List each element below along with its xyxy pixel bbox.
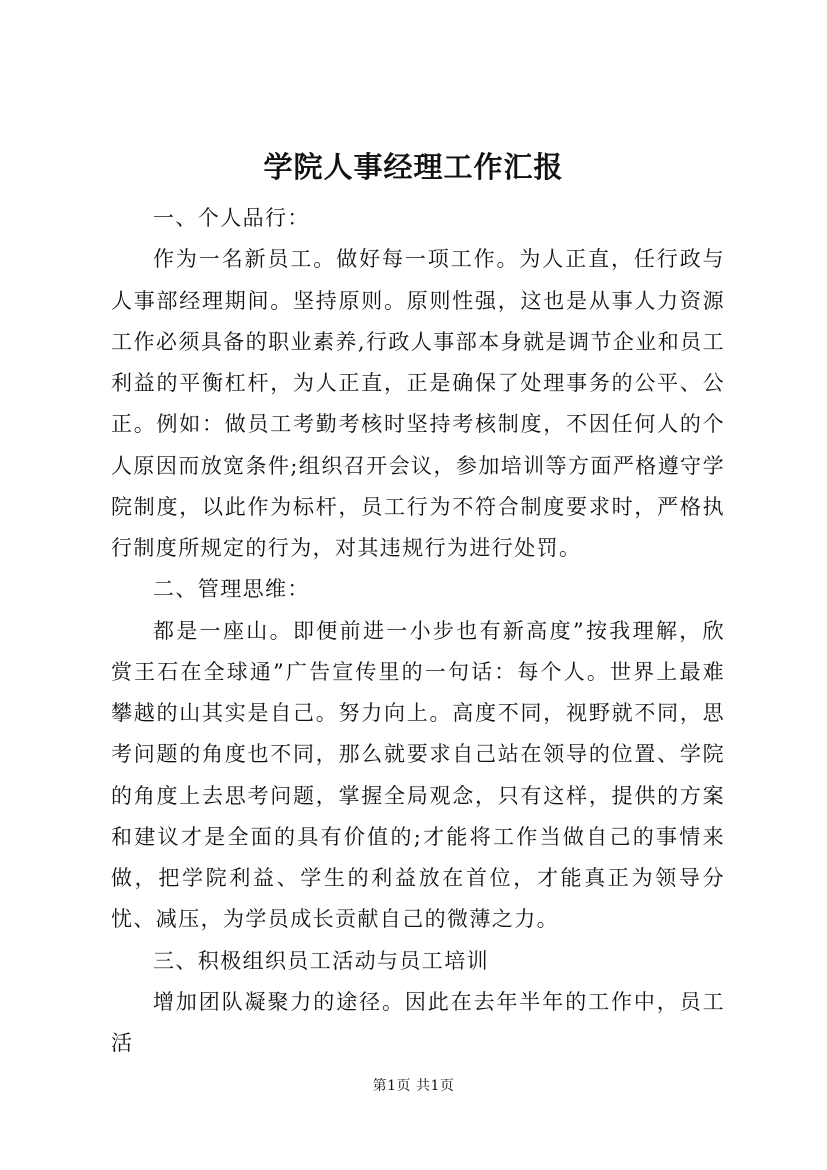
- paragraph-staff-activities: 增加团队凝聚力的途径。因此在去年半年的工作中，员工活: [111, 989, 725, 1055]
- document-body: [111, 198, 725, 1064]
- paragraph-personal-conduct: 作为一名新员工。做好每一项工作。为人正直，任行政与人事部经理期间。坚持原则。原则性强，这也是从事人力资源工作必须具备的职业素养,行政人事部本身就是调节企业和员工利益的平衡杠杆，为人正直，正是确保了处理事务的公平、公正。例如：做员工考勤考核时坚持考核制度，不因任何人的个人原因而放宽条件;组织召开会议，参加培训等方面严格遵守学院制度，以此作为标杆，员工行为不符合制度要求时，严格执行制度所规定的行为，对其违规行为进行处罚。: [111, 247, 725, 560]
- paragraph-management-thinking: 都是一座山。即便前进一小步也有新高度”按我理解，欣赏王石在全球通”广告宣传里的一句话：每个人。世界上最难攀越的山其实是自己。努力向上。高度不同，视野就不同，思考问题的角度也不同，那么就要求自己站在领导的位置、学院的角度上去思考问题，掌握全局观念，只有这样，提供的方案和建议才是全面的具有价值的;才能将工作当做自己的事情来做，把学院利益、学生的利益放在首位，才能真正为领导分忧、减压，为学员成长贡献自己的微薄之力。: [111, 618, 725, 932]
- section-heading-management-thinking: 二、管理思维：: [153, 577, 310, 602]
- section-heading-staff-activities: 三、积极组织员工活动与员工培训: [153, 948, 489, 973]
- section-heading-personal-conduct: 一、个人品行：: [153, 206, 310, 230]
- document-title: 学院人事经理工作汇报: [263, 150, 564, 184]
- page-footer: 第1页 共1页: [372, 1078, 455, 1094]
